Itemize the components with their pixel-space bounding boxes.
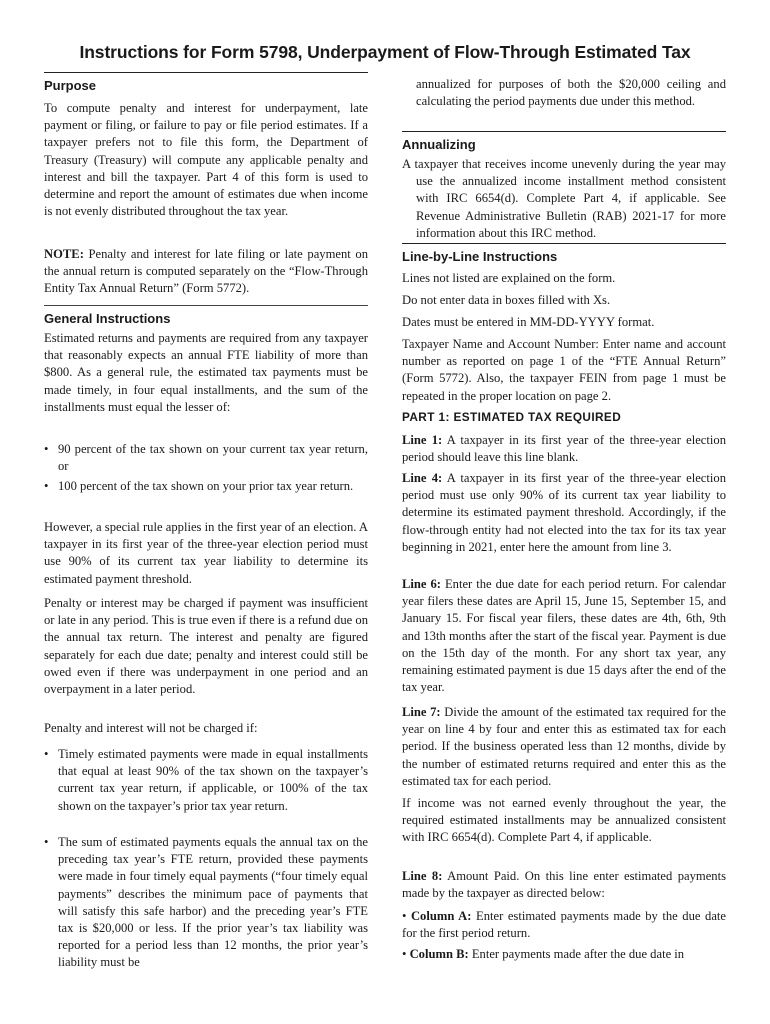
note-text: Penalty and interest for late filing or late payment on the annual return is computed separately on the “Flow-Through Entity Tax Annual Return” (Form 5772). (44, 247, 368, 296)
list-item: • The sum of estimated payments equals the annual tax on the preceding tax year’s FTE return, provided these payments were made in four timely equal payments (“four timely equal payments” describes the minimum pace of payments that will satisfy this safe harbor) and the preceding year’s FTE tax is $20,000 or less. If the prior year’s tax liability was reported for a period less than 12 months, the prior year’s liability must be (44, 835, 368, 970)
line1-paragraph: Line 1: A taxpayer in its first year of the three-year election period should leave this line blank. (402, 433, 726, 465)
note-label: NOTE: (44, 247, 84, 261)
income-text: If income was not earned evenly throughout the year, the required estimated installments may be annualized consistent with IRC 6654(d). Complete Part 4, if applicable. (402, 796, 726, 845)
bullet-icon: • (44, 835, 49, 849)
taxpayer-name-text: Taxpayer Name and Account Number: Enter name and account number as reported on page 1 of the “FTE Annual Return” (Form 5772). Also, the taxpayer FEIN from page 1 must be repeated in the proper location on page 2. (402, 337, 726, 403)
line8-paragraph: Line 8: Amount Paid. On this line enter estimated payments made by the taxpayer as directed below: (402, 869, 726, 901)
column-b-item: • Column B: Enter payments made after the due date in (402, 947, 685, 961)
line6-paragraph: Line 6: Enter the due date for each period return. For calendar year filers these dates are April 15, June 15, September 15, and January 15. For fiscal year filers, these dates are 4th, 6th, 9th and 13th months after the start of the fiscal year. Payment is due on the 15th day of the month. For any short tax year, any remaining estimated payment is due 15 days after the end of the tax year. (402, 577, 726, 695)
not-charged-text: Penalty and interest will not be charged if: (44, 721, 258, 735)
annualizing-heading: Annualizing (402, 131, 726, 152)
list-item: • 100 percent of the tax shown on your prior tax year return. (44, 478, 368, 495)
list-item: • Timely estimated payments were made in equal installments that equal at least 90% of the tax shown on the taxpayer’s current tax year return, if applicable, or 100% of the tax shown on the taxpayer’s prior tax year return. (44, 747, 368, 813)
part1-heading: PART 1: ESTIMATED TAX REQUIRED (402, 410, 622, 424)
purpose-text: To compute penalty and interest for underpayment, late payment or filing, or failure to pay or file period estimates. If a taxpayer prefers not to file this form, the Department of Treasury (Treasury) will compute any applicable penalty and interest and bill the taxpayer. Part 4 of this form is used to determine and report the amount of estimates due when income is not evenly distributed throughout the tax year. (44, 101, 368, 219)
line-by-line-note-1: Lines not listed are explained on the form. (402, 271, 616, 285)
line-by-line-heading: Line-by-Line Instructions (402, 243, 726, 264)
line7-paragraph: Line 7: Divide the amount of the estimated tax required for the year on line 4 by four and enter this as estimated tax for each period. If the business operated less than 12 months, divide by the number of estimated returns required and enter this as the estimated tax for each period. (402, 705, 726, 788)
bullet-icon: • (402, 947, 410, 961)
general-instructions-text: Estimated returns and payments are required from any taxpayer that reasonably expects an annual FTE liability of more than $800. As a general rule, the estimated tax payments must be made timely, in four equal installments, and the sum of the installments must equal the lesser of: (44, 331, 368, 414)
bullet-icon: • (44, 442, 49, 456)
document-title: Instructions for Form 5798, Underpayment of Flow-Through Estimated Tax (79, 42, 691, 62)
note-paragraph (44, 246, 368, 298)
bullet-icon: • (402, 909, 411, 923)
list-item: • 90 percent of the tax shown on your current tax year return, or (44, 442, 368, 474)
special-rule-text: However, a special rule applies in the first year of an election. A taxpayer in its first year of the three-year election period must use 90% of its current tax year liability to determine its estimated payment threshold. (44, 520, 368, 586)
general-instructions-heading: General Instructions (44, 305, 368, 326)
bullet-icon: • (44, 479, 49, 493)
column-a-item: • Column A: Enter estimated payments made by the due date for the first period return. (402, 909, 726, 941)
penalty-text: Penalty or interest may be charged if payment was insufficient or late in any period. This is true even if there is a refund due on the annual tax return. The interest and penalty are figured separately for each due date; penalty and interest could still be owed even if there was underpayment in one period and an overpayment in a later period. (44, 596, 368, 697)
bullet-icon: • (44, 747, 49, 761)
line-by-line-note-2: Do not enter data in boxes filled with Xs. (402, 293, 611, 307)
continued-text: annualized for purposes of both the $20,000 ceiling and calculating the period payments due under this method. (416, 77, 726, 109)
annualizing-text: A taxpayer that receives income unevenly during the year may use the annualized income installment method consistent with IRC 6654(d). Complete Part 4, if applicable. See Revenue Administrative Bulletin (RAB) 2021-17 for more information about this IRC method. (402, 157, 726, 240)
purpose-heading: Purpose (44, 72, 368, 93)
line4-paragraph: Line 4: A taxpayer in its first year of the three-year election period must use only 90% of its current tax year liability to determine its estimated payment threshold. Accordingly, if the flow-through entity had not elected into the tax for its tax year beginning in 2021, enter here the amount from line 3. (402, 471, 726, 554)
line-by-line-note-3: Dates must be entered in MM-DD-YYYY format. (402, 315, 655, 329)
